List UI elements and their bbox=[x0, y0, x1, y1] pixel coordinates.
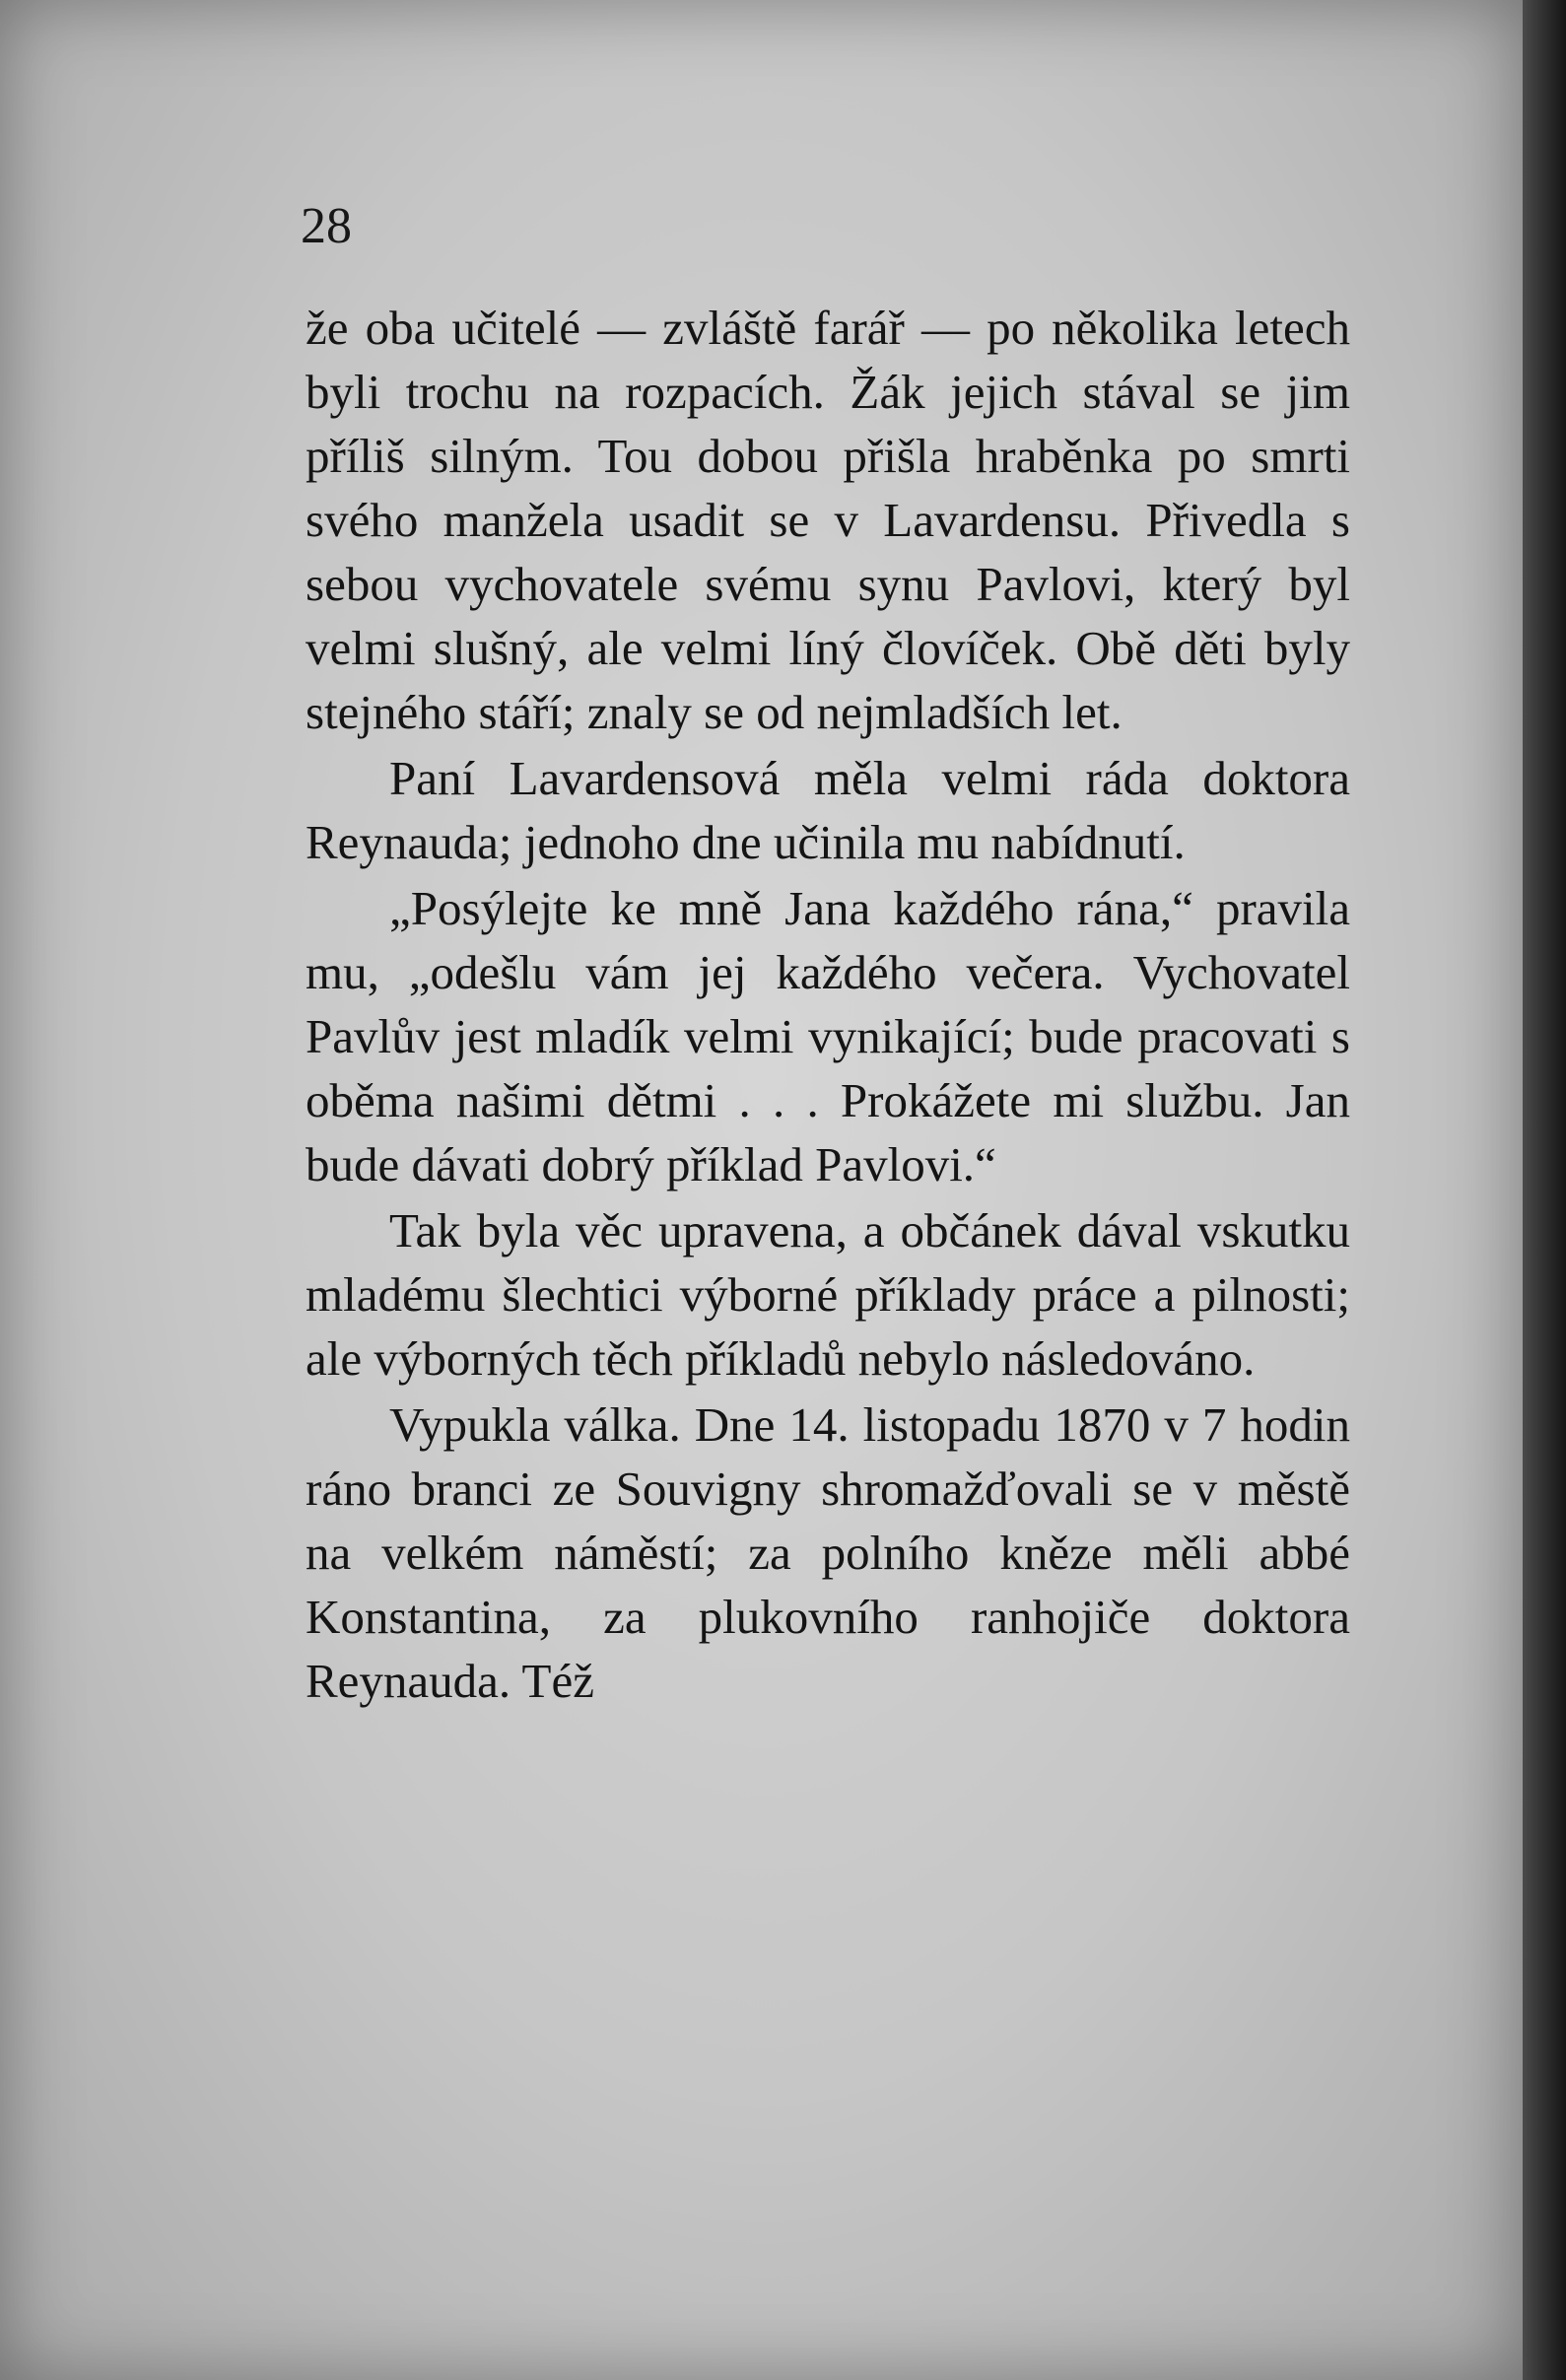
page-number: 28 bbox=[301, 198, 352, 254]
paragraph: Tak byla věc upravena, a občánek dával vskutku mladému šlechtici výborné příklady práce a pilnosti; ale výborných těch příkladů nebylo následováno. bbox=[306, 1203, 1350, 1386]
paragraph: že oba učitelé — zvláště farář — po několika letech byli trochu na rozpacích. Žák jejich stával se jim příliš silným. Tou dobou přišla hraběnka po smrti svého manžela usadit se v Lavardensu. Přivedla s sebou vychovatele svému synu Pavlovi, který byl velmi slušný, ale velmi líný človíček. Obě děti byly stejného stáří; znaly se od nejmladších let. bbox=[306, 301, 1350, 739]
paragraph: „Posýlejte ke mně Jana každého rána,“ pravila mu, „odešlu vám jej každého večera. Vychovatel Pavlův jest mladík velmi vynikající; bude pracovati s oběma našimi dětmi . . . Prokážete mi službu. Jan bude dávati dobrý příklad Pavlovi.“ bbox=[306, 881, 1350, 1191]
paragraph: Vypukla válka. Dne 14. listopadu 1870 v 7 hodin ráno branci ze Souvigny shromažďovali se v městě na velkém náměstí; za polního kněze měli abbé Konstantina, za plukovního ranhojiče doktora Reynauda. Též bbox=[306, 1397, 1350, 1708]
page-text bbox=[306, 296, 1350, 1715]
book-binding-edge bbox=[1523, 0, 1566, 2380]
paragraph: Paní Lavardensová měla velmi ráda doktora Reynauda; jednoho dne učinila mu nabídnutí. bbox=[306, 751, 1350, 869]
